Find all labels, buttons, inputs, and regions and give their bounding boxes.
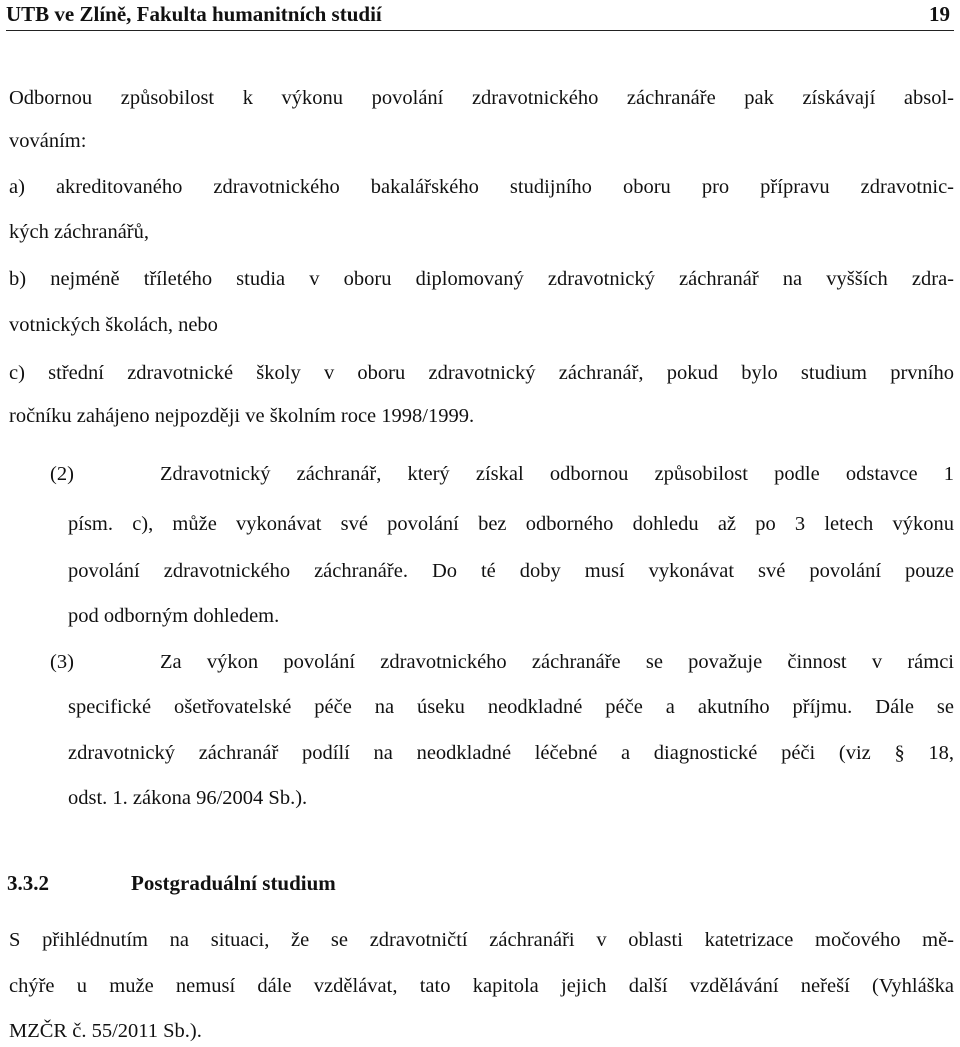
- section-title: Postgraduální studium: [131, 871, 336, 895]
- item-c-line-2: ročníku zahájeno nejpozději ve školním roce 1998/1999.: [9, 405, 475, 427]
- item-b-line-2: votnických školách, nebo: [9, 314, 218, 336]
- para2-line-2: písm. c), může vykonávat své povolání bez odborného dohledu až po 3 letech výkonu: [68, 513, 954, 535]
- item-b-line-1: b) nejméně tříletého studia v oboru diplomovaný zdravotnický záchranář na vyšších zdra-: [9, 268, 954, 290]
- para2-line-3: povolání zdravotnického záchranáře. Do té doby musí vykonávat své povolání pouze: [68, 560, 954, 582]
- item-c-line-1: c) střední zdravotnické školy v oboru zdravotnický záchranář, pokud bylo studium prvního: [9, 362, 954, 384]
- para2-number: (2): [50, 463, 74, 485]
- intro-line-2: vováním:: [9, 130, 87, 152]
- item-a-line-1: a) akreditovaného zdravotnického bakalářského studijního oboru pro přípravu zdravotnic-: [9, 176, 954, 198]
- section-number: 3.3.2: [7, 871, 49, 895]
- para3-number: (3): [50, 651, 74, 673]
- para2-line-1: Zdravotnický záchranář, který získal odbornou způsobilost podle odstavce 1: [160, 463, 954, 485]
- para3-line-2: specifické ošetřovatelské péče na úseku neodkladné péče a akutního příjmu. Dále se: [68, 696, 954, 718]
- page-header: [6, 0, 954, 31]
- closing-line-2: chýře u muže nemusí dále vzdělávat, tato kapitola jejich další vzdělávání neřeší (Vyhláška: [9, 975, 954, 997]
- para3-line-3: zdravotnický záchranář podílí na neodkladné léčebné a diagnostické péči (viz § 18,: [68, 742, 954, 764]
- page-number: 19: [929, 2, 950, 26]
- para3-line-4: odst. 1. zákona 96/2004 Sb.).: [68, 787, 308, 809]
- para2-line-4: pod odborným dohledem.: [68, 605, 280, 627]
- header-title: UTB ve Zlíně, Fakulta humanitních studií: [6, 2, 382, 26]
- para3-line-1: Za výkon povolání zdravotnického záchranáře se považuje činnost v rámci: [160, 651, 954, 673]
- closing-line-1: S přihlédnutím na situaci, že se zdravotničtí záchranáři v oblasti katetrizace močového mě-: [9, 929, 954, 951]
- intro-line-1: Odbornou způsobilost k výkonu povolání zdravotnického záchranáře pak získávají absol-: [9, 87, 954, 109]
- closing-line-3: MZČR č. 55/2011 Sb.).: [9, 1020, 202, 1042]
- item-a-line-2: kých záchranářů,: [9, 221, 149, 243]
